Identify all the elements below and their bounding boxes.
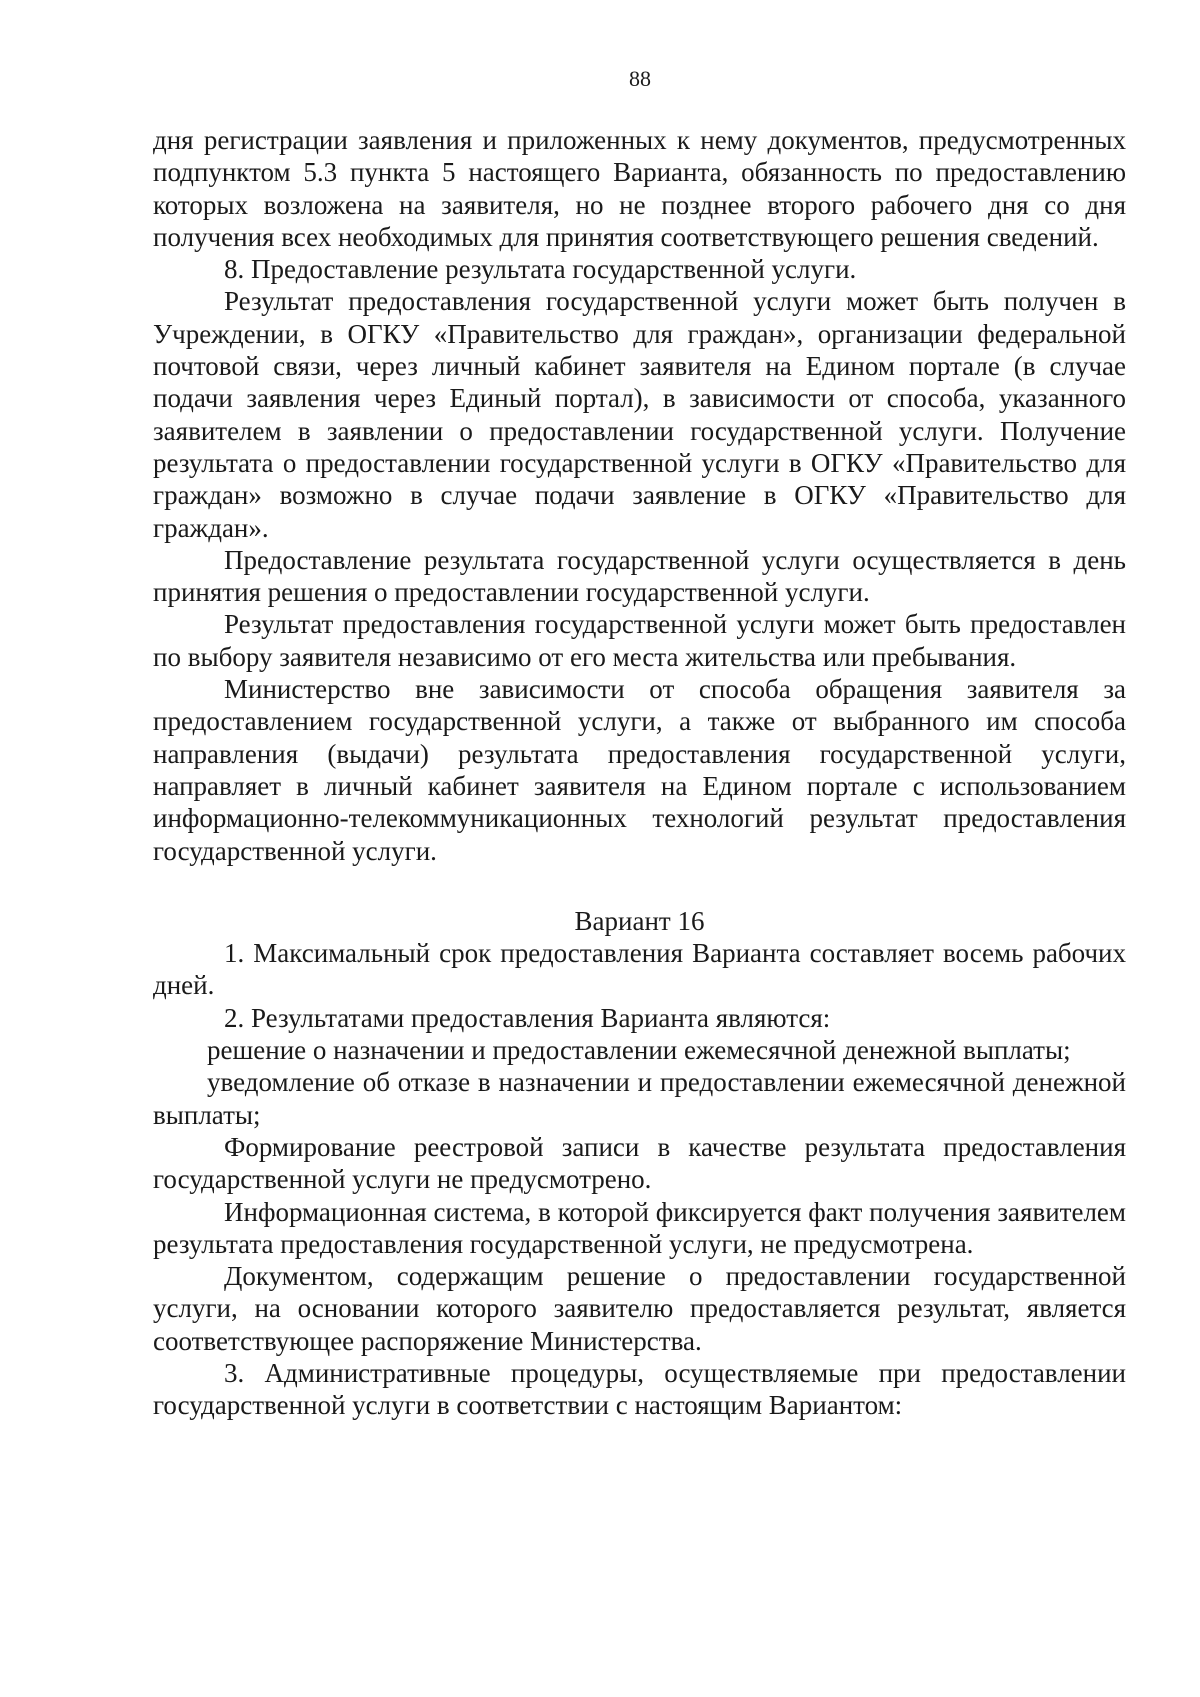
page-number: 88 [629,66,651,91]
paragraph-continuation: дня регистрации заявления и приложенных к нему документов, предусмотренных подпунктом 5.3 пункта 5 настоящего Варианта, обязанность по предоставлению которых возложена на заявителя, но не позднее второго рабочего дня со дня получения всех необходимых для принятия соответствующего решения сведений. [153,125,1126,252]
paragraph-decision-document: Документом, содержащим решение о предоставлении государственной услуги, на основании которого заявителю предоставляется результат, является соответствующее распоряжение Министерства. [153,1261,1126,1356]
list-item-refusal: уведомление об отказе в назначении и предоставлении ежемесячной денежной выплаты; [153,1067,1126,1130]
paragraph-item-8-heading: 8. Предоставление результата государственной услуги. [224,254,857,285]
paragraph-results-list-heading: 2. Результатами предоставления Варианта являются: [224,1002,831,1033]
paragraph-registry-record: Формирование реестровой записи в качестве результата предоставления государственной услуги не предусмотрено. [153,1131,1126,1195]
section-title: Вариант 16 [574,905,705,936]
list-item-decision: решение о назначении и предоставлении ежемесячной денежной выплаты; [207,1035,1071,1066]
paragraph-result-any-location: Результат предоставления государственной услуги может быть предоставлен по выбору заявителя независимо от его места жительства или пребывания. [153,609,1126,672]
paragraph-max-term: 1. Максимальный срок предоставления Варианта составляет восемь рабочих дней. [153,938,1126,1001]
paragraph-ministry-sends: Министерство вне зависимости от способа обращения заявителя за предоставлением государственной услуги, а также от выбранного им способа направления (выдачи) результата предоставления государственной услуги, направляет в личный кабинет заявителя на Едином портале с использованием информационно-телекоммуникационных технологий результат предоставления государственной услуги. [153,674,1126,866]
document-body [153,124,1126,1422]
paragraph-information-system: Информационная система, в которой фиксируется факт получения заявителем результата предоставления государственной услуги, не предусмотрена. [153,1196,1126,1259]
paragraph-result-timing: Предоставление результата государственной услуги осуществляется в день принятия решения о предоставлении государственной услуги. [153,544,1126,608]
paragraph-admin-procedures: 3. Административные процедуры, осуществляемые при предоставлении государственной услуги в соответствии с настоящим Вариантом: [153,1357,1126,1421]
paragraph-result-channels: Результат предоставления государственной услуги может быть получен в Учреждении, в ОГКУ «Правительство для граждан», организации федеральной почтовой связи, через личный кабинет заявителя на Едином портале (в случае подачи заявления через Единый портал), в зависимости от способа, указанного заявителем в заявлении о предоставлении государственной услуги. Получение результата о предоставлении государственной услуги в ОГКУ «Правительство для граждан» возможно в случае подачи заявление в ОГКУ «Правительство для граждан». [153,286,1126,543]
